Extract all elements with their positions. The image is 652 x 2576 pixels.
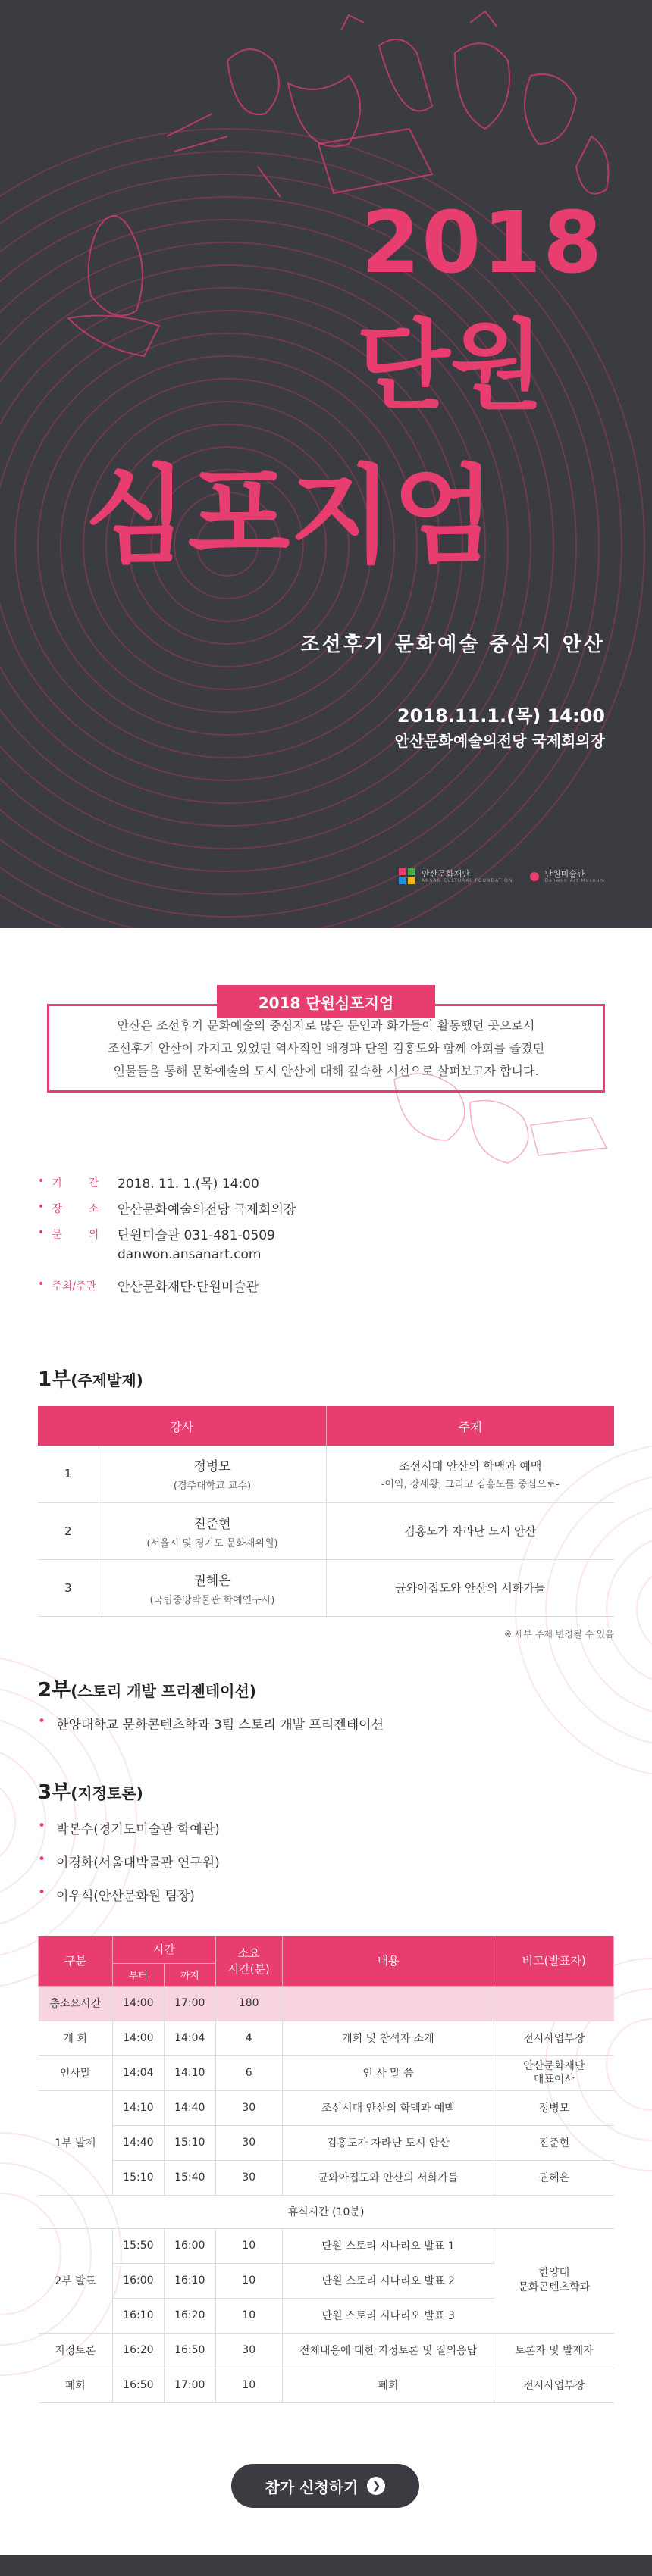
hero-title-line1: 단원 (356, 310, 544, 423)
apply-button-label: 참가 신청하기 (265, 2478, 359, 2496)
schedule-header-note: 비고(발표자) (494, 1936, 614, 1986)
schedule-header-content: 내용 (282, 1936, 494, 1986)
hero-title-line2: 심포지엄 (85, 455, 495, 578)
schedule-end: 16:50 (164, 2333, 215, 2368)
apply-button[interactable] (231, 2464, 419, 2508)
table-row (38, 1502, 614, 1559)
schedule-note: 진준현 (494, 2125, 614, 2160)
speaker-affiliation: (경주대학교 교수) (173, 1480, 252, 1493)
table-row (38, 1446, 614, 1502)
schedule-start: 15:10 (112, 2160, 164, 2195)
chevron-right-icon: ❯ (367, 2477, 385, 2495)
speaker-topic: 김홍도가 자라난 도시 안산 (404, 1524, 537, 1538)
schedule-content: 단원 스토리 시나리오 발표 3 (282, 2298, 494, 2333)
speakers-header-topic: 주제 (326, 1406, 614, 1446)
schedule-category: 인사말 (39, 2055, 113, 2090)
table-row (38, 1559, 614, 1616)
topic-cell (326, 1559, 614, 1616)
schedule-start: 16:20 (112, 2333, 164, 2368)
schedule-start: 16:50 (112, 2368, 164, 2402)
info-period-label: 기 간 (52, 1177, 99, 1190)
schedule-end: 15:10 (164, 2125, 215, 2160)
schedule-end: 17:00 (164, 1986, 215, 2021)
schedule-content: 조선시대 안산의 학맥과 예맥 (282, 2090, 494, 2125)
schedule-header-row (39, 1936, 614, 1963)
schedule-start: 14:00 (112, 2021, 164, 2055)
part2-title-sub: (스토리 개발 프리젠테이션) (71, 1682, 256, 1700)
table-row (39, 2021, 614, 2055)
schedule-end: 17:00 (164, 2368, 215, 2402)
schedule-category: 지정토론 (39, 2333, 113, 2368)
speaker-affiliation: (국립중앙박물관 학예연구사) (149, 1594, 275, 1606)
speaker-topic: 균와아집도와 안산의 서화가들 (395, 1581, 546, 1595)
schedule-category: 2부 발표 (39, 2228, 113, 2333)
schedule-start: 14:10 (112, 2090, 164, 2125)
hero-year: 2018 (361, 194, 603, 292)
schedule-category: 총소요시간 (39, 1986, 113, 2021)
part1-title: 1부 (38, 1368, 71, 1391)
schedule-category: 1부 발제 (39, 2090, 113, 2195)
schedule-start: 14:00 (112, 1986, 164, 2021)
info-host-value: 안산문화재단·단원미술관 (118, 1280, 259, 1295)
list-item: • 박본수(경기도미술관 학예관) (38, 1818, 220, 1837)
table-row (39, 2090, 614, 2125)
museum-logo-icon (529, 871, 540, 882)
schedule-content (282, 1986, 494, 2021)
schedule-content: 김홍도가 자라난 도시 안산 (282, 2125, 494, 2160)
schedule-end: 16:20 (164, 2298, 215, 2333)
schedule-note: 정병모 (494, 2090, 614, 2125)
schedule-end: 15:40 (164, 2160, 215, 2195)
figure-illustration (68, 11, 609, 356)
info-host-label: 주최/주관 (52, 1280, 97, 1293)
schedule-duration: 10 (215, 2263, 282, 2298)
part3-item: 박본수(경기도미술관 학예관) (56, 1822, 220, 1837)
schedule-break: 휴식시간 (10분) (39, 2195, 614, 2228)
schedule-note: 안산문화재단 대표이사 (494, 2055, 614, 2090)
speaker-name: 권혜은 (193, 1573, 231, 1589)
speaker-no: 1 (38, 1446, 99, 1502)
logo2-korean: 단원미술관 (544, 868, 585, 879)
intro-text (108, 1014, 544, 1083)
info-host: • 주최/주관 안산문화재단·단원미술관 (38, 1276, 296, 1302)
schedule-duration: 10 (215, 2368, 282, 2402)
speaker-cell (99, 1502, 326, 1559)
foundation-logo-icon (397, 867, 417, 886)
list-item: • 이경화(서울대박물관 연구원) (38, 1852, 220, 1871)
hero-date: 2018.11.1.(목) 14:00 (397, 705, 605, 727)
schedule-content: 개회 및 참석자 소개 (282, 2021, 494, 2055)
table-row (39, 2195, 614, 2228)
topic-cell (326, 1502, 614, 1559)
schedule-duration: 30 (215, 2333, 282, 2368)
part2-heading (38, 1674, 256, 1702)
part2-title: 2부 (38, 1679, 71, 1702)
speakers-header-speaker: 강사 (38, 1406, 326, 1446)
schedule-note: 전시사업부장 (494, 2368, 614, 2402)
speakers-header-row (38, 1406, 614, 1446)
info-contact-value: 단원미술관 031-481-0509 (118, 1228, 275, 1243)
list-item: • 이우석(안산문화원 팀장) (38, 1885, 195, 1904)
schedule-duration: 4 (215, 2021, 282, 2055)
hero-venue: 안산문화예술의전당 국제회의장 (394, 732, 605, 750)
part1-heading (38, 1364, 143, 1392)
schedule-category: 폐회 (39, 2368, 113, 2402)
info-period-value: 2018. 11. 1.(목) 14:00 (118, 1177, 259, 1192)
info-place: • 장 소 안산문화예술의전당 국제회의장 (38, 1199, 296, 1224)
schedule-header-duration: 소요 시간(분) (215, 1936, 282, 1986)
schedule-table (38, 1936, 614, 2403)
schedule-header-time: 시간 (112, 1936, 215, 1963)
schedule-note: 전시사업부장 (494, 2021, 614, 2055)
topic-cell (326, 1446, 614, 1502)
schedule-end: 16:00 (164, 2228, 215, 2263)
speaker-no: 2 (38, 1502, 99, 1559)
schedule-duration: 10 (215, 2228, 282, 2263)
logo2-english: Danwon Art Museum (544, 877, 605, 883)
info-period: • 기 간 2018. 11. 1.(목) 14:00 (38, 1173, 296, 1199)
part3-title-sub: (지정토론) (71, 1784, 143, 1802)
schedule-duration: 30 (215, 2125, 282, 2160)
hero-subtitle: 조선후기 문화예술 중심지 안산 (300, 633, 605, 656)
info-place-label: 장 소 (52, 1203, 99, 1215)
schedule-end: 16:10 (164, 2263, 215, 2298)
hero-banner (0, 0, 652, 928)
event-info (38, 1173, 296, 1302)
schedule-note: 토론자 및 발제자 (494, 2333, 614, 2368)
table-row (39, 2368, 614, 2402)
schedule-note: 한양대 문화콘텐츠학과 (494, 2228, 614, 2333)
speaker-topic: 조선시대 안산의 학맥과 예맥 (399, 1458, 542, 1473)
part3-item: 이우석(안산문화원 팀장) (56, 1889, 195, 1904)
table-row (39, 2160, 614, 2195)
schedule-content: 단원 스토리 시나리오 발표 2 (282, 2263, 494, 2298)
schedule-duration: 180 (215, 1986, 282, 2021)
part1-title-sub: (주제발제) (71, 1371, 143, 1390)
schedule-header-category: 구분 (39, 1936, 113, 1986)
speakers-table (38, 1406, 614, 1617)
table-row (39, 2228, 614, 2263)
schedule-start: 15:50 (112, 2228, 164, 2263)
speaker-cell (99, 1559, 326, 1616)
table-row (39, 2125, 614, 2160)
intro-line: 조선후기 안산이 가지고 있었던 역사적인 배경과 단원 김홍도와 함께 아회를 즐겼던 (107, 1040, 545, 1055)
speaker-name: 정병모 (193, 1459, 231, 1475)
list-item: • 한양대학교 문화콘텐츠학과 3팀 스토리 개발 프리젠테이션 (38, 1714, 384, 1733)
schedule-duration: 6 (215, 2055, 282, 2090)
intro-line: 안산은 조선후기 문화예술의 중심지로 많은 문인과 화가들이 활동했던 곳으로서 (117, 1018, 535, 1033)
schedule-content: 폐회 (282, 2368, 494, 2402)
schedule-end: 14:04 (164, 2021, 215, 2055)
logo-danwon-museum (529, 870, 605, 884)
table-row (39, 1986, 614, 2021)
speaker-topic-sub: -이익, 강세황, 그리고 김홍도를 중심으로- (381, 1478, 560, 1490)
hero-logos (397, 867, 605, 886)
part3-heading (38, 1777, 143, 1805)
schedule-content: 전체내용에 대한 지정토론 및 질의응답 (282, 2333, 494, 2368)
speaker-affiliation: (서울시 및 경기도 문화재위원) (146, 1537, 278, 1549)
logo-ansan-foundation (397, 867, 513, 886)
topic-change-note: ※ 세부 주제 변경될 수 있음 (503, 1629, 614, 1640)
schedule-category: 개 회 (39, 2021, 113, 2055)
schedule-content: 균와아집도와 안산의 서화가들 (282, 2160, 494, 2195)
speaker-cell (99, 1446, 326, 1502)
info-website[interactable]: danwon.ansanart.com (118, 1247, 262, 1262)
schedule-start: 16:10 (112, 2298, 164, 2333)
table-row (39, 2055, 614, 2090)
table-row (39, 2333, 614, 2368)
schedule-start: 14:04 (112, 2055, 164, 2090)
schedule-start: 16:00 (112, 2263, 164, 2298)
logo1-korean: 안산문화재단 (422, 868, 470, 879)
schedule-start: 14:40 (112, 2125, 164, 2160)
info-contact: • 문 의 단원미술관 031-481-0509 (38, 1224, 296, 1250)
speaker-no: 3 (38, 1559, 99, 1616)
schedule-note (494, 1986, 614, 2021)
schedule-content: 인 사 말 씀 (282, 2055, 494, 2090)
schedule-duration: 30 (215, 2090, 282, 2125)
logo1-english: ANSAN CULTURAL FOUNDATION (422, 877, 513, 883)
speaker-name: 진준현 (193, 1516, 231, 1532)
info-place-value: 안산문화예술의전당 국제회의장 (118, 1202, 296, 1218)
info-contact-label: 문 의 (52, 1229, 99, 1241)
schedule-content: 단원 스토리 시나리오 발표 1 (282, 2228, 494, 2263)
schedule-header-end: 까지 (164, 1963, 215, 1986)
schedule-end: 14:10 (164, 2055, 215, 2090)
intro-tag: 2018 단원심포지엄 (217, 985, 435, 1018)
schedule-duration: 30 (215, 2160, 282, 2195)
part2-item: 한양대학교 문화콘텐츠학과 3팀 스토리 개발 프리젠테이션 (56, 1718, 384, 1733)
schedule-note: 권혜은 (494, 2160, 614, 2195)
footer-bar (0, 2555, 652, 2576)
schedule-end: 14:40 (164, 2090, 215, 2125)
part3-title: 3부 (38, 1781, 71, 1804)
part3-item: 이경화(서울대박물관 연구원) (56, 1855, 220, 1871)
schedule-header-start: 부터 (112, 1963, 164, 1986)
intro-line: 인물들을 통해 문화예술의 도시 안산에 대해 깊숙한 시선으로 살펴보고자 합니다. (113, 1063, 539, 1078)
schedule-duration: 10 (215, 2298, 282, 2333)
